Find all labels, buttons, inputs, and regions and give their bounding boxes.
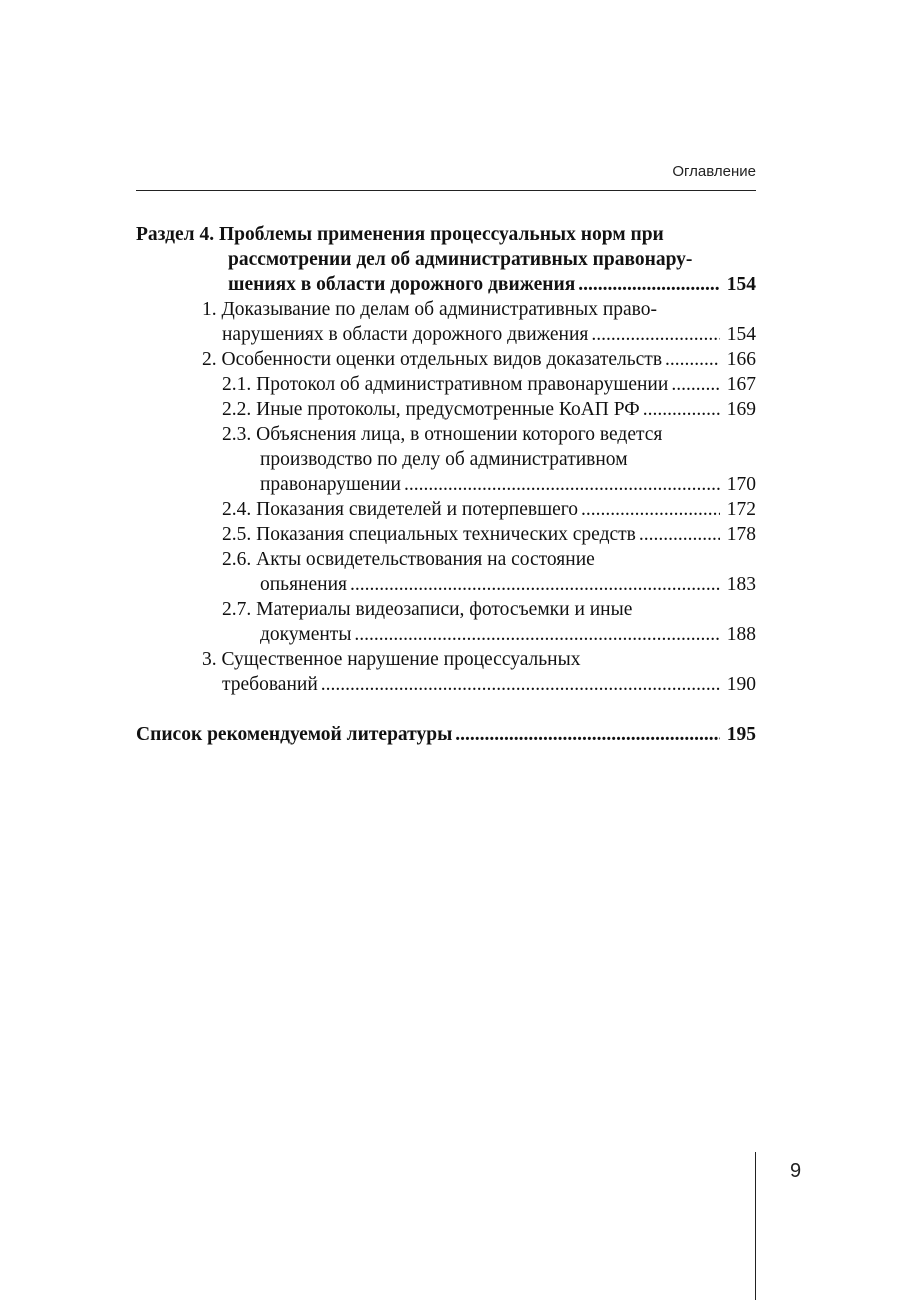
dot-leader <box>354 622 720 647</box>
toc-item-2-5[interactable] <box>136 522 756 547</box>
toc-entry-text: шениях в области дорожного движения <box>228 274 576 295</box>
toc-page-number: 166 <box>726 349 756 370</box>
toc-entry-text: 2.1. Протокол об административном правонарушении <box>222 374 669 395</box>
toc-bibliography[interactable] <box>136 722 756 747</box>
toc-page-number: 169 <box>726 399 756 420</box>
toc-entry-text: рассмотрении дел об административных правонару- <box>228 249 693 270</box>
table-of-contents <box>136 222 756 747</box>
dot-leader <box>578 272 720 297</box>
toc-line <box>136 272 756 297</box>
toc-page-number: 195 <box>726 724 756 745</box>
toc-page-number: 190 <box>726 674 756 695</box>
dot-leader <box>455 722 720 747</box>
toc-page-number: 154 <box>726 274 756 295</box>
toc-page-number: 170 <box>726 474 756 495</box>
toc-entry-text: документы <box>260 624 352 645</box>
toc-line <box>136 497 756 522</box>
toc-item-3[interactable] <box>136 647 756 697</box>
toc-entry-text: 2. Особенности оценки отдельных видов доказательств <box>202 349 663 370</box>
toc-item-2-3[interactable] <box>136 422 756 497</box>
toc-line <box>136 597 756 622</box>
toc-line <box>136 372 756 397</box>
toc-section-4[interactable] <box>136 222 756 297</box>
toc-item-2-1[interactable] <box>136 372 756 397</box>
toc-page-number: 183 <box>726 574 756 595</box>
header-rule <box>136 190 756 191</box>
toc-entry-text: 3. Существенное нарушение процессуальных <box>202 649 581 670</box>
toc-item-2-7[interactable] <box>136 597 756 647</box>
toc-line <box>136 622 756 647</box>
toc-line <box>136 422 756 447</box>
dot-leader <box>404 472 720 497</box>
toc-entry-text: 2.7. Материалы видеозаписи, фотосъемки и иные <box>222 599 633 620</box>
toc-entry-text: 2.3. Объяснения лица, в отношении которого ведется <box>222 424 663 445</box>
toc-entry-text: Раздел 4. Проблемы применения процессуальных норм при <box>136 224 664 245</box>
toc-item-2-4[interactable] <box>136 497 756 522</box>
page-number-rule <box>755 1152 756 1300</box>
toc-entry-text: 2.6. Акты освидетельствования на состояние <box>222 549 595 570</box>
toc-entry-text: нарушениях в области дорожного движения <box>222 324 589 345</box>
toc-line <box>136 647 756 672</box>
toc-line <box>136 297 756 322</box>
spacer <box>136 697 756 722</box>
toc-entry-text: опьянения <box>260 574 347 595</box>
toc-page-number: 167 <box>726 374 756 395</box>
toc-item-1[interactable] <box>136 297 756 347</box>
toc-page-number: 172 <box>726 499 756 520</box>
dot-leader <box>591 322 720 347</box>
toc-entry-text: производство по делу об административном <box>260 449 628 470</box>
toc-line <box>136 222 756 247</box>
toc-entry-text: требований <box>222 674 318 695</box>
toc-page-number: 178 <box>726 524 756 545</box>
toc-line <box>136 322 756 347</box>
toc-line <box>136 397 756 422</box>
dot-leader <box>350 572 720 597</box>
running-head: Оглавление <box>672 163 756 180</box>
toc-item-2[interactable] <box>136 347 756 372</box>
toc-entry-text: 2.5. Показания специальных технических средств <box>222 524 636 545</box>
toc-line <box>136 572 756 597</box>
toc-line <box>136 347 756 372</box>
toc-item-2-6[interactable] <box>136 547 756 597</box>
toc-entry-text: правонарушении <box>260 474 401 495</box>
dot-leader <box>321 672 720 697</box>
dot-leader <box>639 522 720 547</box>
page-number: 9 <box>790 1160 802 1182</box>
dot-leader <box>581 497 720 522</box>
toc-page-number: 188 <box>726 624 756 645</box>
toc-item-2-2[interactable] <box>136 397 756 422</box>
toc-line <box>136 672 756 697</box>
toc-entry-text: 1. Доказывание по делам об административных право- <box>202 299 658 320</box>
toc-line <box>136 472 756 497</box>
toc-line <box>136 247 756 272</box>
toc-line <box>136 722 756 747</box>
toc-entry-text: 2.4. Показания свидетелей и потерпевшего <box>222 499 579 520</box>
dot-leader <box>643 397 720 422</box>
toc-entry-text: 2.2. Иные протоколы, предусмотренные КоАП РФ <box>222 399 640 420</box>
toc-line <box>136 547 756 572</box>
toc-line <box>136 522 756 547</box>
toc-entry-text: Список рекомендуемой литературы <box>136 724 453 745</box>
dot-leader <box>665 347 720 372</box>
dot-leader <box>671 372 720 397</box>
toc-line <box>136 447 756 472</box>
toc-page-number: 154 <box>726 324 756 345</box>
